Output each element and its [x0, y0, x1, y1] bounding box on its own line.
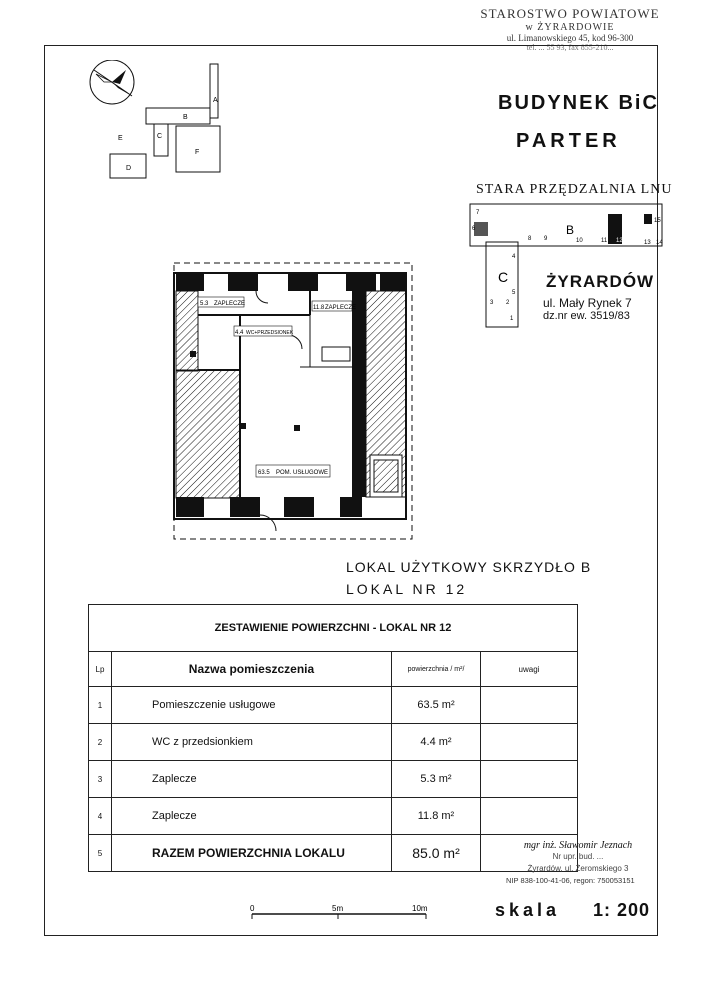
row-lp: 3: [89, 761, 112, 798]
building-title: BUDYNEK BiC: [498, 92, 659, 114]
scale-tick-10m: 10m: [412, 904, 428, 913]
site-plan: [80, 60, 240, 185]
site-label-c: C: [157, 133, 163, 140]
table-title: ZESTAWIENIE POWIERZCHNI - LOKAL NR 12: [89, 605, 578, 652]
designer-license: Nr upr. bud. ...: [552, 852, 604, 861]
floor-plan: [160, 255, 425, 545]
unit-number: LOKAL NR 12: [346, 581, 468, 597]
key-label-6: 6: [472, 226, 476, 232]
row-name: Pomieszczenie usługowe: [112, 687, 392, 724]
key-label-2: 2: [506, 300, 510, 306]
scale-tick-5m: 5m: [332, 904, 344, 913]
room-name-zaplecze-2: ZAPLECZE: [325, 305, 357, 311]
stamp-line-1: STAROSTWO POWIATOWE: [480, 6, 660, 21]
scale-value: 1: 200: [593, 900, 651, 920]
table-row: [89, 724, 578, 761]
key-label-12: 12: [616, 238, 623, 244]
key-label-15: 15: [654, 218, 661, 224]
room-name-uslugowe: POM. USŁUGOWE: [276, 470, 329, 476]
stamp-line-4: tel. ... 55 93, fax 855-210...: [526, 43, 614, 52]
key-label-8: 8: [528, 236, 532, 242]
site-label-a: A: [213, 97, 218, 104]
designer-address: Żyrardów, ul. Żeromskiego 3: [527, 864, 629, 873]
north-arrow-icon: [90, 60, 134, 104]
room-num-zaplecze-2: 11.8: [313, 305, 325, 311]
key-label-9: 9: [544, 236, 548, 242]
floor-title: PARTER: [516, 130, 621, 152]
row-notes: [481, 724, 578, 761]
header-area: powierzchnia / m²/: [392, 652, 481, 687]
total-name: RAZEM POWIERZCHNIA LOKALU: [112, 835, 392, 872]
key-label-5: 5: [512, 290, 516, 296]
row-name: WC z przedsionkiem: [112, 724, 392, 761]
row-notes: [481, 761, 578, 798]
site-label-d: D: [126, 165, 132, 172]
row-area: 63.5 m²: [392, 687, 481, 724]
unit-description: LOKAL UŻYTKOWY SKRZYDŁO B: [346, 559, 592, 575]
site-label-e: E: [118, 135, 123, 142]
room-name-zaplecze-1: ZAPLECZE: [214, 301, 246, 307]
row-area: 5.3 m²: [392, 761, 481, 798]
row-area: 11.8 m²: [392, 798, 481, 835]
table-row: [89, 798, 578, 835]
room-num-zaplecze-1: 5.3: [200, 301, 209, 307]
row-notes: [481, 687, 578, 724]
header-notes: uwagi: [481, 652, 578, 687]
header-name: Nazwa pomieszczenia: [112, 652, 392, 687]
table-header-row: [89, 652, 578, 687]
table-row: [89, 761, 578, 798]
designer-nip: NIP 838-100-41-06, regon: 750053151: [506, 876, 635, 885]
total-lp: 5: [89, 835, 112, 872]
key-label-1: 1: [510, 316, 514, 322]
key-label-10: 10: [576, 238, 583, 244]
row-notes: [481, 798, 578, 835]
room-name-wc: WC+PRZEDSIONEK: [246, 330, 294, 336]
designer-name: mgr inż. Sławomir Jeznach: [523, 840, 633, 851]
row-area: 4.4 m²: [392, 724, 481, 761]
row-lp: 4: [89, 798, 112, 835]
row-name: Zaplecze: [112, 761, 392, 798]
scale-label: skala: [495, 900, 561, 920]
city: ŻYRARDÓW: [546, 272, 655, 291]
key-label-14: 14: [656, 240, 663, 246]
row-lp: 1: [89, 687, 112, 724]
scale-tick-0: 0: [250, 904, 255, 913]
area-summary-table: [88, 604, 578, 872]
room-num-uslugowe: 63.5: [258, 470, 270, 476]
key-label-11: 11: [601, 238, 608, 244]
header-lp: Lp: [89, 652, 112, 687]
scale-bar: [246, 902, 436, 926]
subtitle: STARA PRZĘDZALNIA LNU: [476, 182, 673, 197]
table-row: [89, 687, 578, 724]
row-lp: 2: [89, 724, 112, 761]
key-label-4: 4: [512, 254, 516, 260]
key-label-b: B: [566, 223, 575, 237]
address: ul. Mały Rynek 7: [543, 296, 632, 310]
parcel-number: dz.nr ew. 3519/83: [543, 310, 630, 322]
row-name: Zaplecze: [112, 798, 392, 835]
stamp-line-2: w ŻYRARDOWIE: [525, 22, 615, 33]
room-num-wc: 4.4: [235, 330, 244, 336]
key-label-13: 13: [644, 240, 651, 246]
total-area: 85.0 m²: [392, 835, 481, 872]
stamp-line-3: ul. Limanowskiego 45, kod 96-300: [506, 33, 634, 43]
key-label-7: 7: [476, 210, 480, 216]
key-label-c: C: [498, 269, 509, 285]
site-label-b: B: [183, 114, 188, 121]
site-label-f: F: [195, 149, 200, 156]
key-label-3: 3: [490, 300, 494, 306]
